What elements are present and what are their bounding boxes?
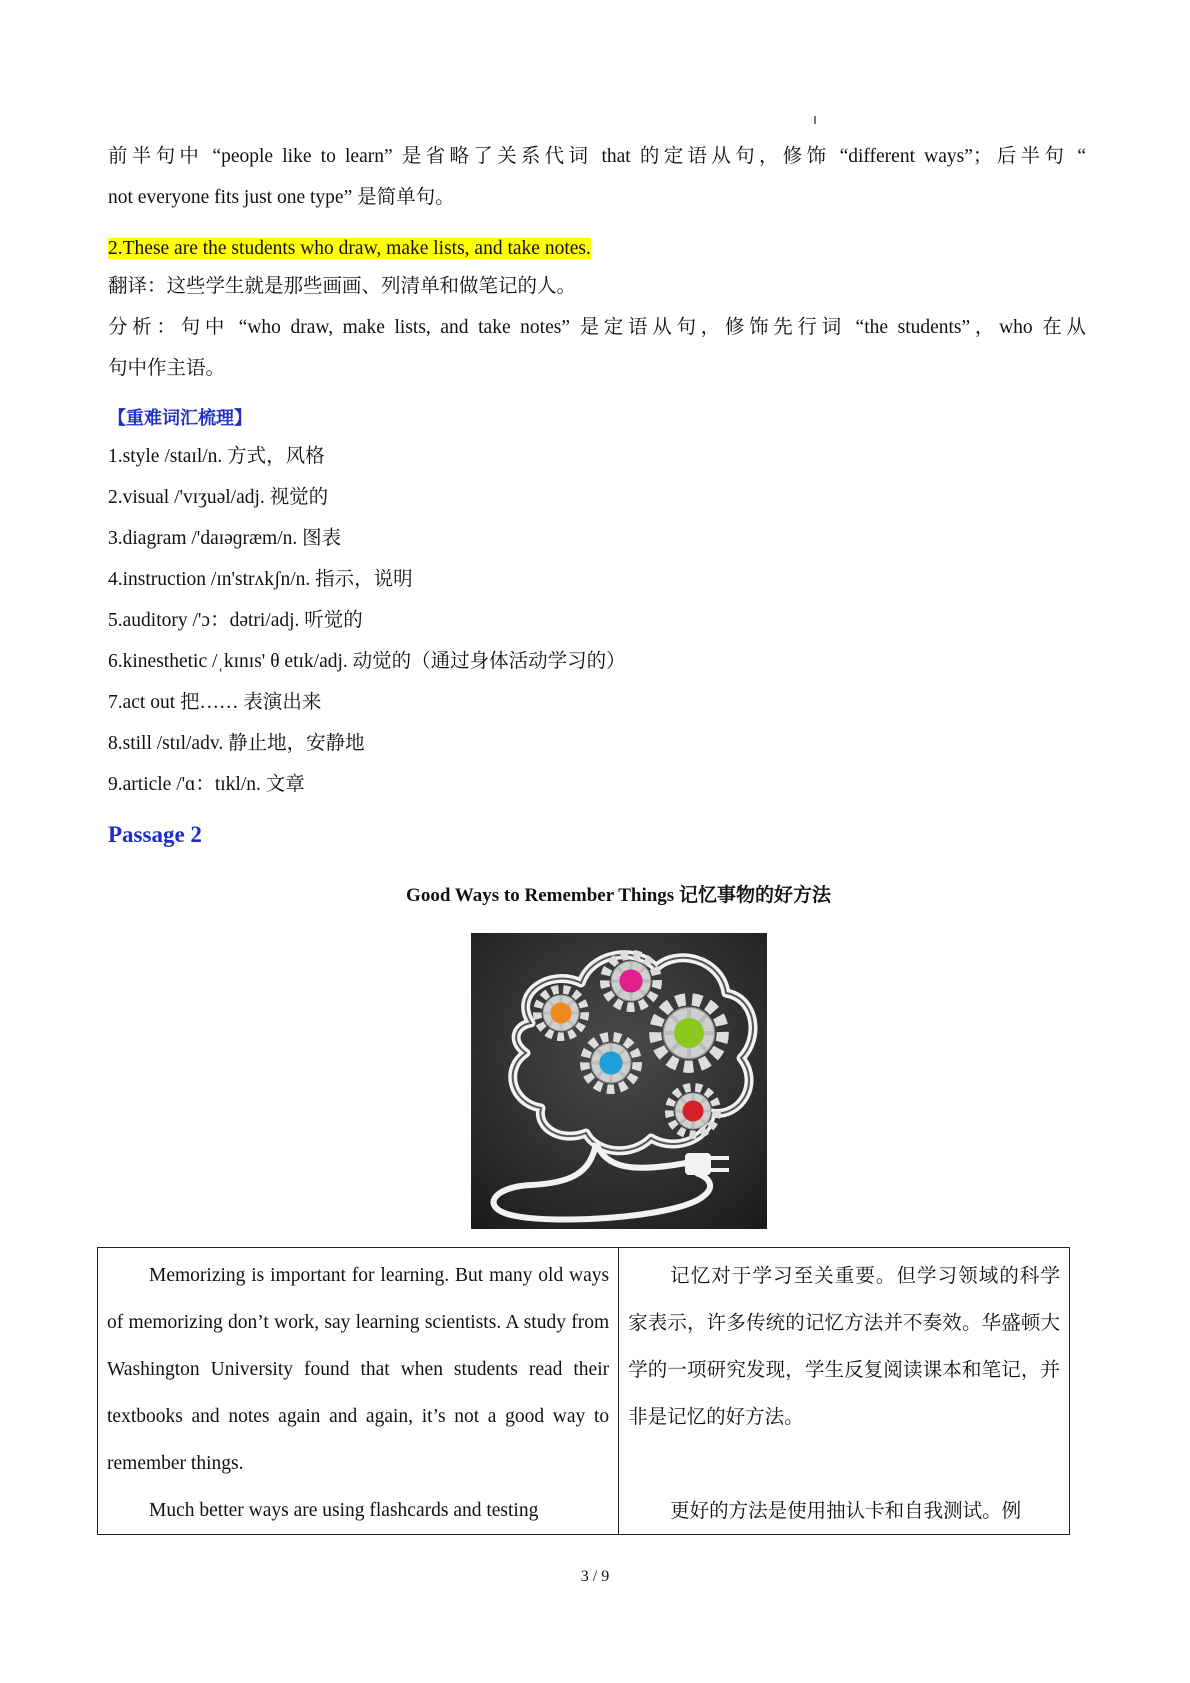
chinese-paragraph-1: 记忆对于学习至关重要。但学习领域的科学家表示，许多传统的记忆方法并不奏效。华盛顿大学的一项研究发现，学生反复阅读课本和笔记，并非是记忆的好方法。 [628,1264,1060,1428]
note-line-1: 前半句中 “people like to learn” 是省略了关系代词 that 的定语从句，修饰 “different ways”；后半句 “ [108,146,1086,167]
vocab-item: 5.auditory /'ɔ：dətri/adj. 听觉的 [108,610,363,631]
analysis-line-1: 分析：句中 “who draw, make lists, and take notes” 是定语从句，修饰先行词 “the students”，who 在从 [108,317,1086,338]
vocab-item: 7.act out 把…… 表演出来 [108,692,322,713]
vocab-item: 9.article /'ɑ：tɪkl/n. 文章 [108,774,305,795]
english-paragraph-2: Much better ways are using flashcards and testing [149,1500,539,1521]
vocab-item: 8.still /stɪl/adv. 静止地，安静地 [108,733,365,754]
vocab-item: 1.style /staɪl/n. 方式，风格 [108,446,325,467]
brain-gears-icon [471,933,767,1229]
brain-gears-illustration [471,933,767,1229]
chinese-column [619,1248,1070,1535]
highlighted-sentence: 2.These are the students who draw, make lists, and take notes. [108,238,591,259]
note-line-2: not everyone fits just one type” 是简单句。 [108,187,455,208]
english-paragraph-1: Memorizing is important for learning. But many old ways of memorizing don’t work, say learning scientists. A study from Washington University found that when students read their textbooks and notes again and again, it’s not a good way to remember things. [107,1265,610,1474]
vocab-item: 3.diagram /'daɪəɡræm/n. 图表 [108,528,342,549]
passage-title: Good Ways to Remember Things 记忆事物的好方法 [406,885,831,906]
scan-mark [814,116,816,124]
chinese-paragraph-2: 更好的方法是使用抽认卡和自我测试。例 [670,1499,1022,1522]
vocab-item: 2.visual /'vɪʒuəl/adj. 视觉的 [108,487,329,508]
translation-line: 翻译：这些学生就是那些画画、列清单和做笔记的人。 [108,276,577,297]
page-number: 3 / 9 [580,1568,610,1585]
vocab-heading: 【重难词汇梳理】 [108,408,252,429]
analysis-line-2: 句中作主语。 [108,358,226,379]
example-sentence-2 [108,236,591,262]
passage-label: Passage 2 [108,822,202,847]
vocab-item: 6.kinesthetic /ˌkɪnɪs' θ etɪk/adj. 动觉的（通过身体活动学习的） [108,651,626,672]
passage-bilingual-table [97,1247,1070,1535]
english-column [98,1248,619,1535]
vocab-item: 4.instruction /ɪn'strʌkʃn/n. 指示，说明 [108,569,413,590]
